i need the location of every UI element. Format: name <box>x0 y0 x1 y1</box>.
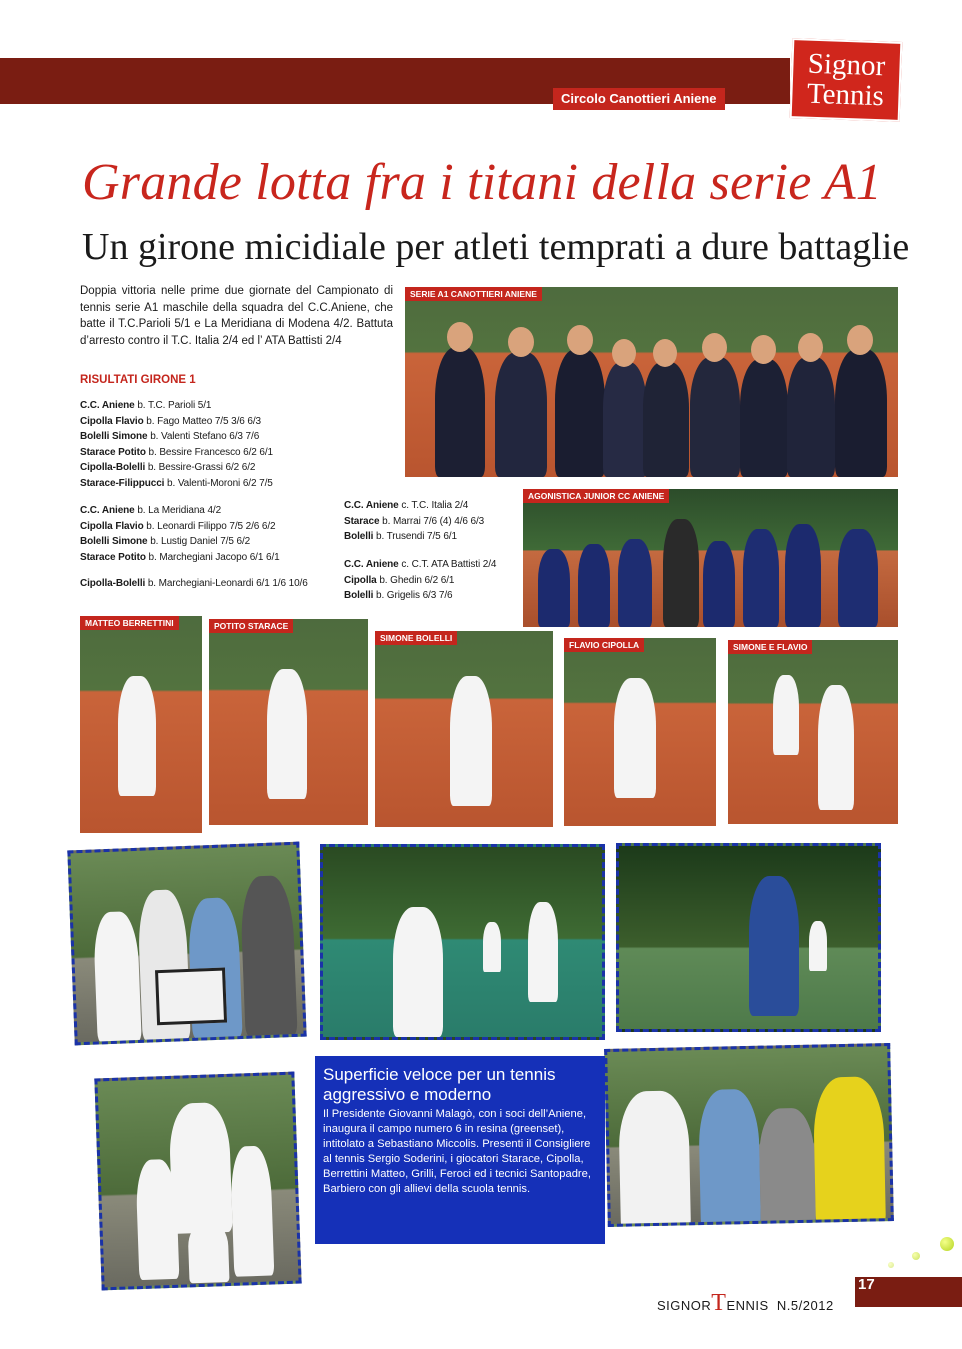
kid-figure <box>838 529 878 627</box>
photo-caption: FLAVIO CIPOLLA <box>564 638 644 652</box>
player-head <box>702 333 727 362</box>
kid-figure <box>785 524 821 627</box>
kid-figure <box>578 544 610 627</box>
tennis-ball-icon <box>888 1262 894 1268</box>
result-line: Bolelli b. Trusendi 7/5 6/1 <box>344 531 457 542</box>
player-head <box>612 339 636 367</box>
kid-figure <box>618 539 652 627</box>
person-figure <box>698 1089 761 1227</box>
kid-figure <box>230 1145 275 1276</box>
photo-ceremony-plaque <box>67 842 306 1046</box>
kid-figure <box>809 921 827 971</box>
result-line: Starace-Filippucci b. Valenti-Moroni 6/2 7/5 <box>80 477 273 489</box>
player-figure <box>393 907 443 1037</box>
photo-caption: SIMONE BOLELLI <box>375 631 457 645</box>
person-figure <box>758 1108 816 1227</box>
coach-figure <box>168 1102 233 1234</box>
result-line: Starace Potito b. Marchegiani Jacopo 6/1 6/1 <box>80 551 280 563</box>
player-figure <box>787 357 835 477</box>
result-line: C.C. Aniene c. T.C. Italia 2/4 <box>344 500 469 511</box>
player-figure <box>118 676 156 796</box>
photo-bolelli <box>375 631 553 827</box>
sidebar-box <box>315 1056 605 1244</box>
player-figure <box>555 349 605 477</box>
magazine-logo <box>790 38 903 122</box>
player-head <box>798 333 823 362</box>
results-block-italia <box>344 498 484 545</box>
photo-kids-coach <box>94 1072 301 1291</box>
article-subhead: Un girone micidiale per atleti temprati a dure battaglie <box>82 226 910 268</box>
player-figure <box>749 876 799 1016</box>
photo-caption: AGONISTICA JUNIOR CC ANIENE <box>523 489 669 503</box>
player-head <box>751 335 776 364</box>
photo-caption: POTITO STARACE <box>209 619 293 633</box>
person-figure <box>618 1090 691 1227</box>
result-line: Bolelli b. Grigelis 6/3 7/6 <box>344 590 453 601</box>
player-figure <box>603 362 647 477</box>
person-figure <box>239 875 297 1037</box>
player-head <box>653 339 677 367</box>
player-figure <box>818 685 854 810</box>
player-figure <box>614 678 656 798</box>
player-figure <box>435 347 485 477</box>
result-line: Cipolla-Bolelli b. Bessire-Grassi 6/2 6/2 <box>80 462 256 473</box>
results-block-meridiana <box>80 503 308 592</box>
logo-line-1: Signor <box>807 47 886 83</box>
tennis-ball-icon <box>912 1252 920 1260</box>
sidebar-body: Il Presidente Giovanni Malagò, con i soci dell’Aniene, inaugura il campo numero 6 in resina (greenset), intitolato a Sebastiano Miccolis. Presenti il Consigliere al tennis Sergio Soderini, i giocatori Starace, Cipolla, Berrettini Matteo, Grilli, Feroci ed i tecnici Santopadre, Barbiero con gli allievi della scuola tennis. <box>323 1108 591 1195</box>
result-line: Cipolla Flavio b. Fago Matteo 7/5 3/6 6/3 <box>80 415 262 427</box>
player-head <box>567 325 593 355</box>
player-head <box>508 327 534 357</box>
player-figure <box>835 349 887 477</box>
photo-starace <box>209 619 368 825</box>
footer-magazine-name: SIGNORTENNIS N.5/2012 <box>657 1290 834 1316</box>
player-head <box>847 325 873 355</box>
player-figure <box>495 352 547 477</box>
junior-team-photo <box>523 489 898 627</box>
photo-caption: MATTEO BERRETTINI <box>80 616 179 630</box>
result-line: Bolelli Simone b. Valenti Stefano 6/3 7/6 <box>80 431 260 442</box>
results-block-parioli <box>80 398 273 491</box>
result-line: Bolelli Simone b. Lustig Daniel 7/5 6/2 <box>80 536 251 547</box>
results-block-battisti <box>344 557 496 604</box>
tennis-ball-icon <box>940 1237 954 1251</box>
player-figure <box>773 675 799 755</box>
result-line: C.C. Aniene b. T.C. Parioli 5/1 <box>80 400 212 411</box>
coach-figure <box>663 519 699 627</box>
player-figure <box>450 676 492 806</box>
photo-forehand <box>616 843 881 1032</box>
result-line: Cipolla b. Ghedin 6/2 6/1 <box>344 574 455 586</box>
result-line: C.C. Aniene c. C.T. ATA Battisti 2/4 <box>344 559 497 570</box>
team-photo <box>405 287 898 477</box>
photo-caption: SERIE A1 CANOTTIERI ANIENE <box>405 287 542 301</box>
kid-figure <box>703 541 735 627</box>
person-figure <box>813 1076 886 1227</box>
player-figure <box>740 359 788 477</box>
player-figure <box>267 669 307 799</box>
article-headline: Grande lotta fra i titani della serie A1 <box>82 154 883 211</box>
player-figure <box>643 362 689 477</box>
player-head <box>447 322 473 352</box>
page-number: 17 <box>858 1276 875 1293</box>
photo-caption: SIMONE E FLAVIO <box>728 640 812 654</box>
results-title: RISULTATI GIRONE 1 <box>80 374 196 386</box>
player-figure <box>528 902 558 1002</box>
result-line <box>80 565 308 576</box>
result-line: Cipolla-Bolelli b. Marchegiani-Leonardi 6/1 1/6 10/6 <box>80 578 308 589</box>
plaque <box>155 968 227 1026</box>
logo-line-2: Tennis <box>806 77 885 113</box>
photo-simone-flavio <box>728 640 898 824</box>
result-line: Starace Potito b. Bessire Francesco 6/2 6/1 <box>80 446 274 458</box>
player-figure <box>690 357 740 477</box>
result-line: Starace b. Marrai 7/6 (4) 4/6 6/3 <box>344 515 485 527</box>
result-line: C.C. Aniene b. La Meridiana 4/2 <box>80 505 222 516</box>
kid-figure <box>538 549 570 627</box>
kid-figure <box>743 529 779 627</box>
photo-berrettini <box>80 616 202 833</box>
photo-president <box>604 1043 894 1227</box>
kid-figure <box>187 1222 229 1283</box>
result-line: Cipolla Flavio b. Leonardi Filippo 7/5 2/6 6/2 <box>80 520 276 532</box>
article-intro: Doppia vittoria nelle prime due giornate del Campionato di tennis serie A1 maschile della squadra del C.C.Aniene, che batte il T.C.Parioli 5/1 e La Meridiana di Modena 4/2. Battuta d’arresto contro il T.C. Italia 2/4 ed l’ ATA Battisti 2/4 <box>80 285 393 347</box>
section-tag: Circolo Canottieri Aniene <box>553 88 725 110</box>
photo-serve <box>320 844 605 1040</box>
photo-cipolla <box>564 638 716 826</box>
sidebar-title: Superficie veloce per un tennis aggressivo e moderno <box>323 1065 556 1104</box>
person-figure <box>93 911 142 1043</box>
kid-figure <box>483 922 501 972</box>
